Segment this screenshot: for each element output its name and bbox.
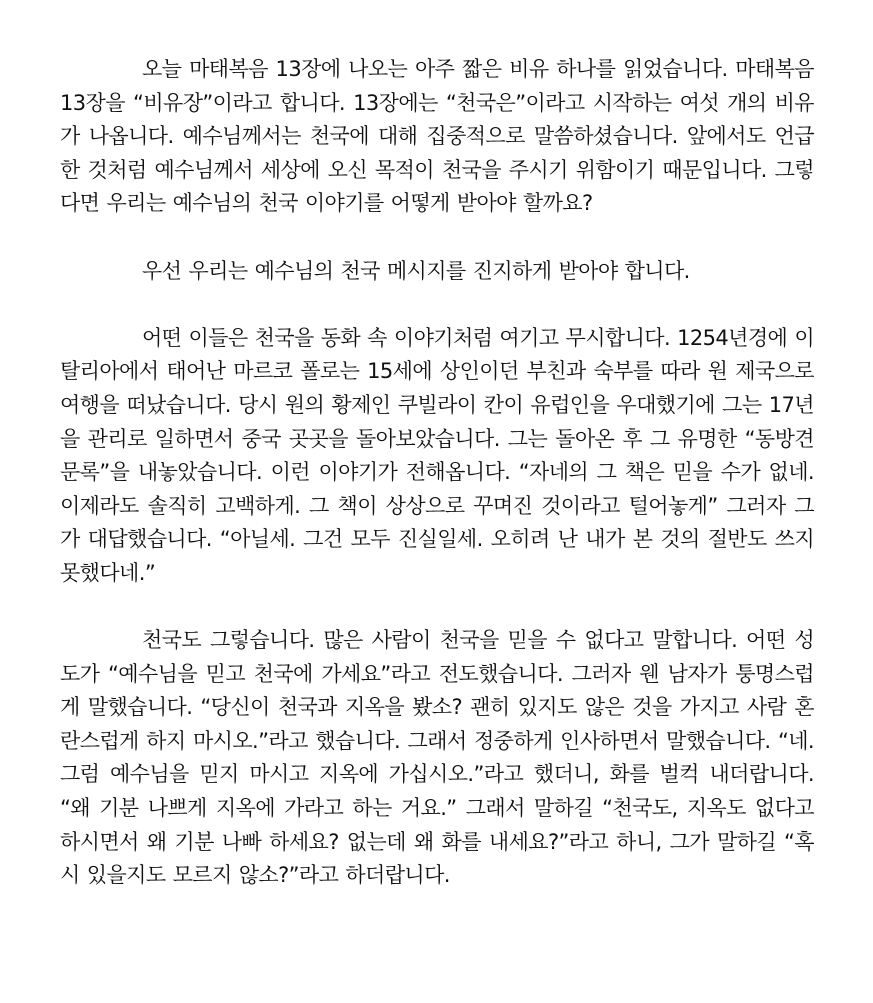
document-body — [60, 53, 814, 893]
paragraph-2: 우선 우리는 예수님의 천국 메시지를 진지하게 받아야 합니다. — [142, 258, 690, 283]
paragraph-1: 오늘 마태복음 13장에 나오는 아주 짧은 비유 하나를 읽었습니다. 마태복음 13장을 “비유장”이라고 합니다. 13장에는 “천국은”이라고 시작하는 여섯 개의 비유가 나옵니다. 예수님께서는 천국에 대해 집중적으로 말씀하셨습니다. 앞에서도 언급한 것처럼 예수님께서 세상에 오신 목적이 천국을 주시기 위함이기 때문입니다. 그렇다면 우리는 예수님의 천국 이야기를 어떻게 받아야 할까요? — [60, 57, 814, 216]
paragraph-4: 천국도 그렇습니다. 많은 사람이 천국을 믿을 수 없다고 말합니다. 어떤 성도가 “예수님을 믿고 천국에 가세요”라고 전도했습니다. 그러자 웬 남자가 퉁명스럽게 말했습니다. “당신이 천국과 지옥을 봤소? 괜히 있지도 않은 것을 가지고 사람 혼란스럽게 하지 마시오.”라고 했습니다. 그래서 정중하게 인사하면서 말했습니다. “네. 그럼 예수님을 믿지 마시고 지옥에 가십시오.”라고 했더니, 화를 벌컥 내더랍니다. “왜 기분 나쁘게 지옥에 가라고 하는 거요.” 그래서 말하길 “천국도, 지옥도 없다고 하시면서 왜 기분 나빠 하세요? 없는데 왜 화를 내세요?”라고 하니, 그가 말하길 “혹시 있을지도 모르지 않소?”라고 하더랍니다. — [60, 628, 814, 888]
paragraph-3: 어떤 이들은 천국을 동화 속 이야기처럼 여기고 무시합니다. 1254년경에 이탈리아에서 태어난 마르코 폴로는 15세에 상인이던 부친과 숙부를 따라 원 제국으로 여행을 떠났습니다. 당시 원의 황제인 쿠빌라이 칸이 유럽인을 우대했기에 그는 17년을 관리로 일하면서 중국 곳곳을 돌아보았습니다. 그는 돌아온 후 그 유명한 “동방견문록”을 내놓았습니다. 이런 이야기가 전해옵니다. “자네의 그 책은 믿을 수가 없네. 이제라도 솔직히 고백하게. 그 책이 상상으로 꾸며진 것이라고 털어놓게” 그러자 그가 대답했습니다. “아닐세. 그건 모두 진실일세. 오히려 난 내가 본 것의 절반도 쓰지 못했다네.” — [60, 325, 815, 585]
